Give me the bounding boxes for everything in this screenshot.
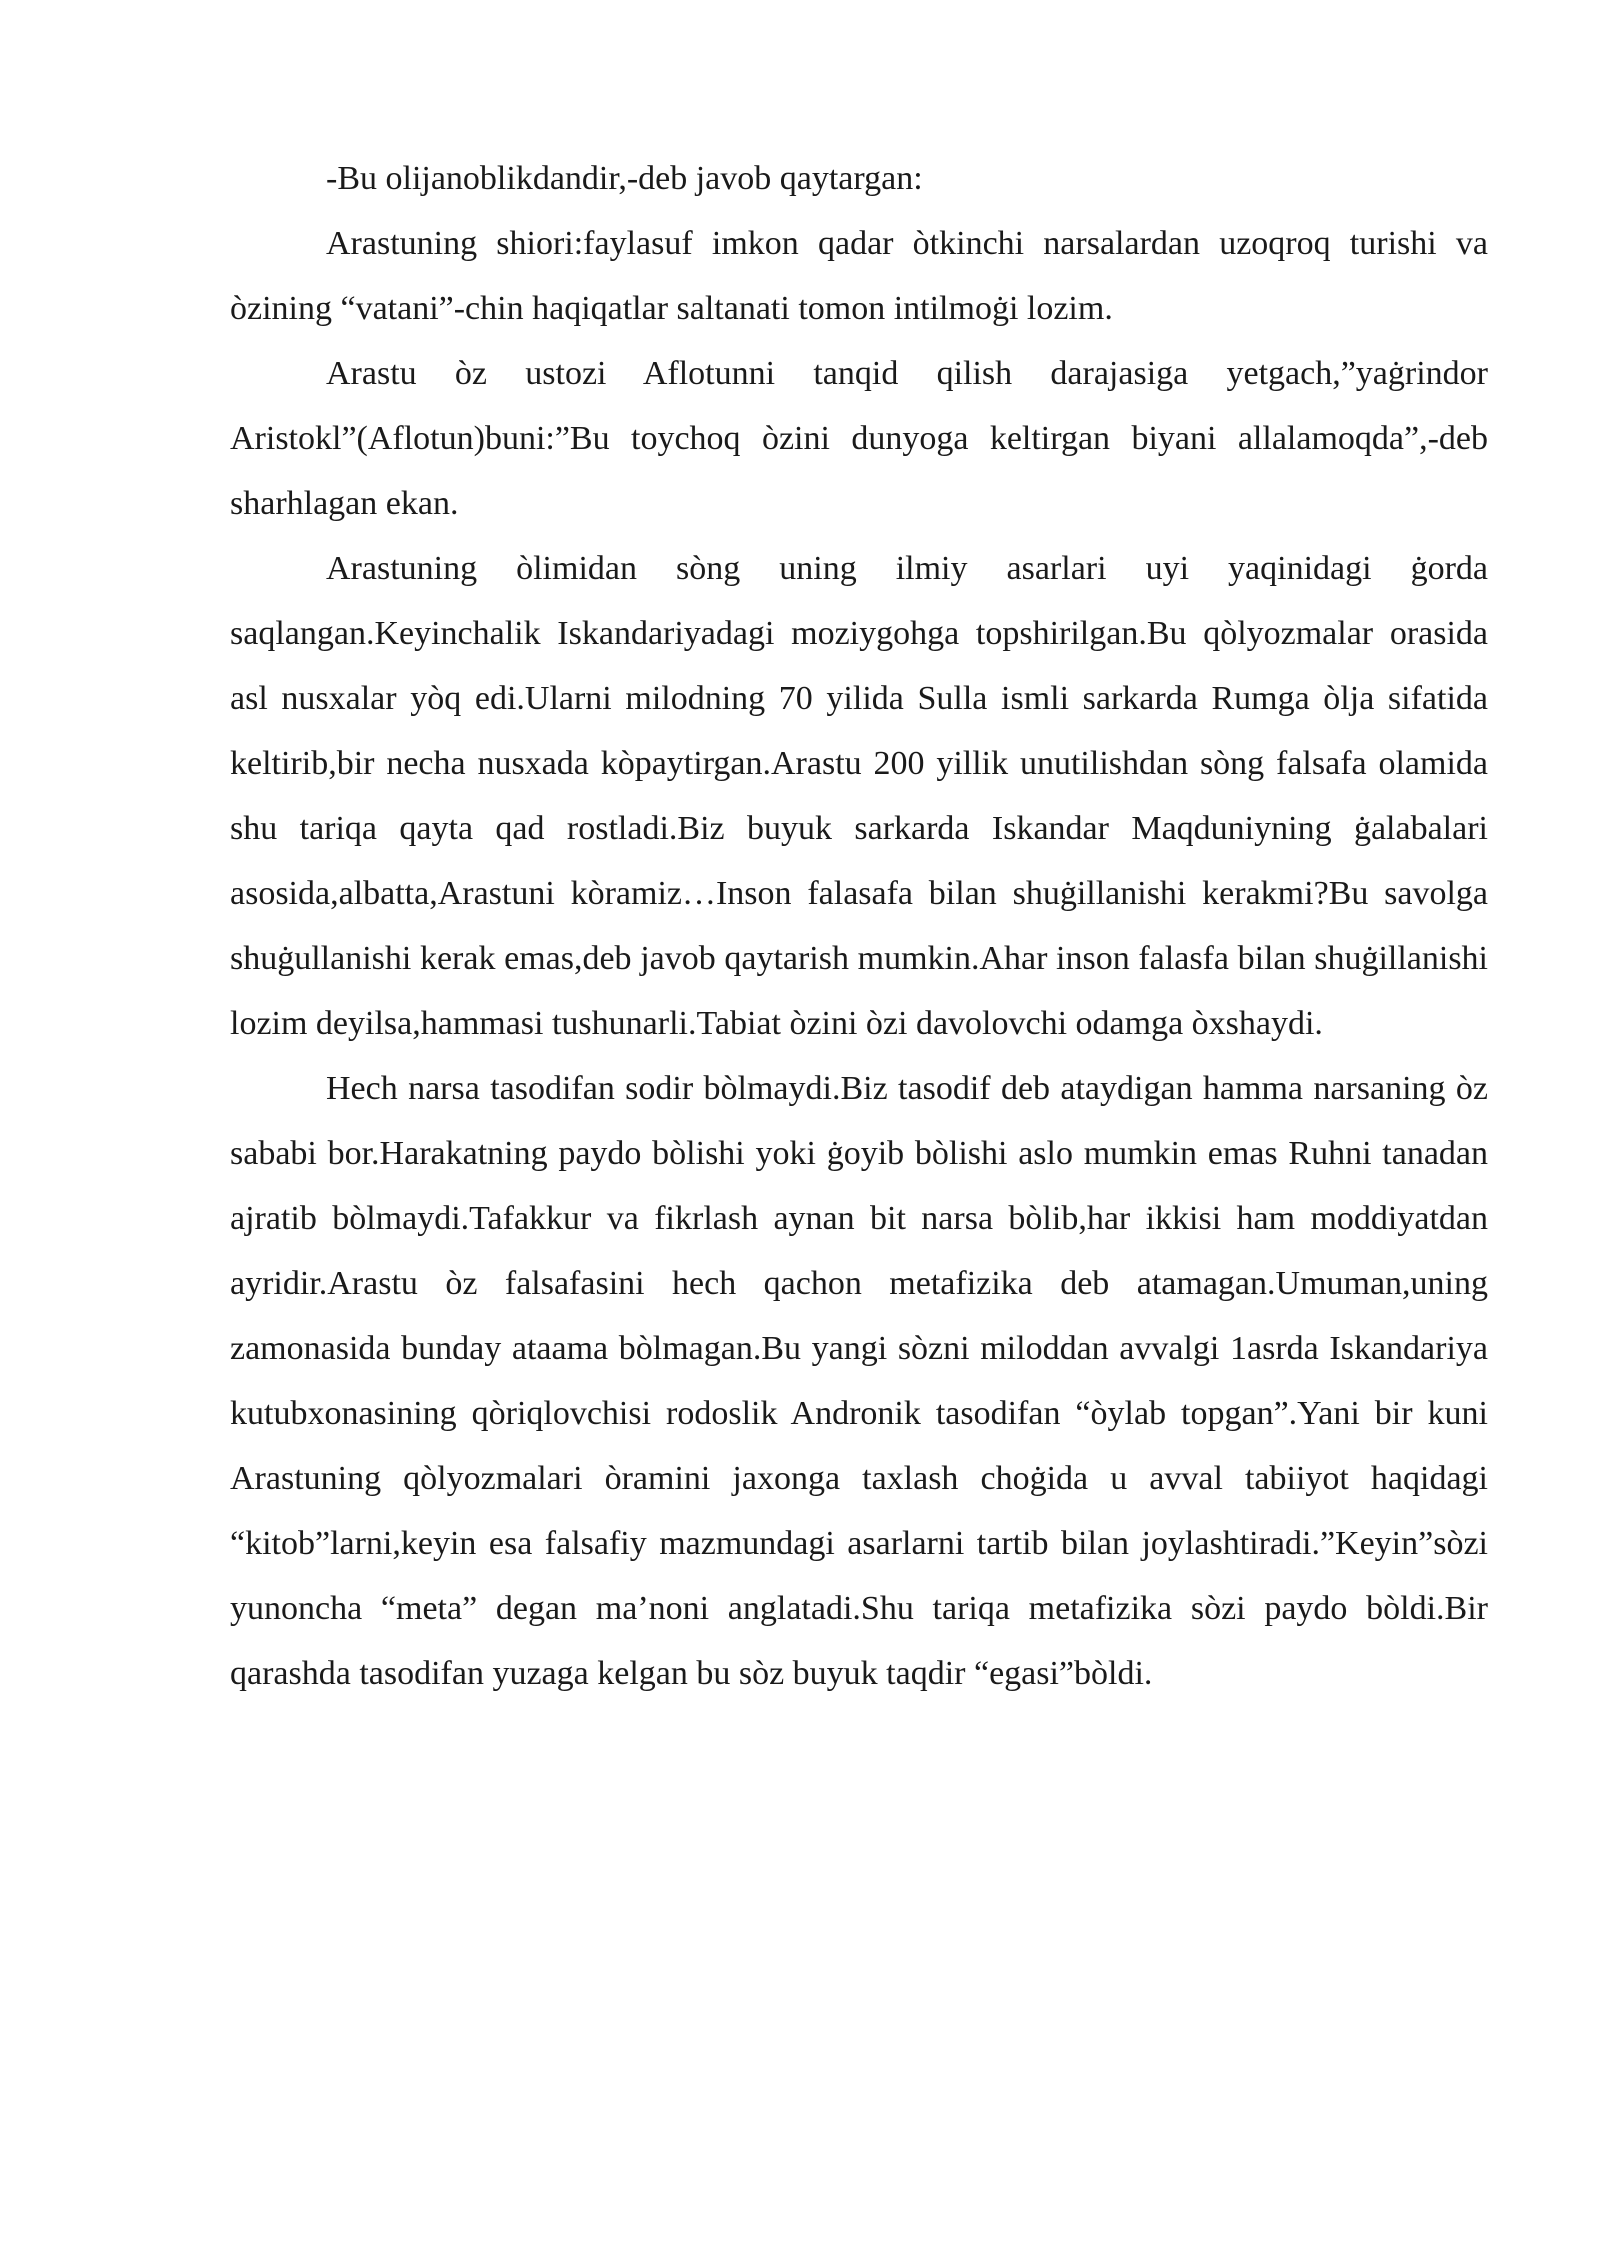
paragraph: Arastu òz ustozi Aflotunni tanqid qilish darajasiga yetgach,”yaġrindor Aristokl”(Aflotun)buni:”Bu toychoq òzini dunyoga keltirgan biyani allalamoqda”,-deb sharhlagan ekan. xyxy=(230,355,1488,522)
paragraph: -Bu olijanoblikdandir,-deb javob qaytargan: xyxy=(326,160,923,197)
paragraph: Arastuning òlimidan sòng uning ilmiy asarlari uyi yaqinidagi ġorda saqlangan.Keyinchalik Iskandariyadagi moziygohga topshirilgan.Bu qòlyozmalar orasida asl nusxalar yòq edi.Ularni milodning 70 yilida Sulla ismli sarkarda Rumga òlja sifatida keltirib,bir necha nusxada kòpaytirgan.Arastu 200 yillik unutilishdan sòng falsafa olamida shu tariqa qayta qad rostladi.Biz buyuk sarkarda Iskandar Maqduniyning ġalabalari asosida,albatta,Arastuni kòramiz…Inson falasafa bilan shuġillanishi kerakmi?Bu savolga shuġullanishi kerak emas,deb javob qaytarish mumkin.Ahar inson falasfa bilan shuġillanishi lozim deyilsa,hammasi tushunarli.Tabiat òzini òzi davolovchi odamga òxshaydi. xyxy=(230,550,1488,1042)
document-body xyxy=(230,146,1488,1706)
paragraph: Hech narsa tasodifan sodir bòlmaydi.Biz tasodif deb ataydigan hamma narsaning òz sababi bor.Harakatning paydo bòlishi yoki ġoyib bòlishi aslo mumkin emas Ruhni tanadan ajratib bòlmaydi.Tafakkur va fikrlash aynan bit narsa bòlib,har ikkisi ham moddiyatdan ayridir.Arastu òz falsafasini hech qachon metafizika deb atamagan.Umuman,uning zamonasida bunday ataama bòlmagan.Bu yangi sòzni miloddan avvalgi 1asrda Iskandariya kutubxonasining qòriqlovchisi rodoslik Andronik tasodifan “òylab topgan”.Yani bir kuni Arastuning qòlyozmalari òramini jaxonga taxlash choġida u avval tabiiyot haqidagi “kitob”larni,keyin esa falsafiy mazmundagi asarlarni tartib bilan joylashtiradi.”Keyin”sòzi yunoncha “meta” degan ma’noni anglatadi.Shu tariqa metafizika sòzi paydo bòldi.Bir qarashda tasodifan yuzaga kelgan bu sòz buyuk taqdir “egasi”bòldi. xyxy=(230,1070,1488,1692)
paragraph: Arastuning shiori:faylasuf imkon qadar òtkinchi narsalardan uzoqroq turishi va òzining “vatani”-chin haqiqatlar saltanati tomon intilmoġi lozim. xyxy=(230,225,1488,327)
